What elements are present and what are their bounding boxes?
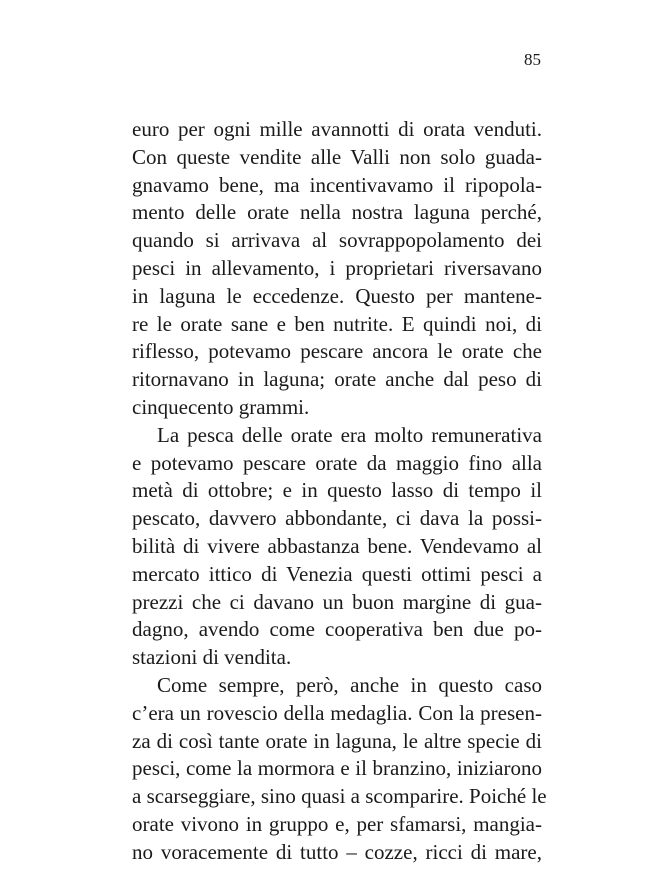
text-line: pescato, davvero abbondante, ci dava la possi- bbox=[132, 506, 542, 531]
text-line: stazioni di vendita. bbox=[132, 645, 292, 670]
text-line: ritornavano in laguna; orate anche dal peso di bbox=[132, 367, 542, 392]
text-line: za di così tante orate in laguna, le altre specie di bbox=[132, 728, 542, 753]
text-line: metà di ottobre; e in questo lasso di tempo il bbox=[132, 478, 542, 503]
text-line: orate vivono in gruppo e, per sfamarsi, mangia- bbox=[132, 811, 542, 836]
page-number: 85 bbox=[524, 50, 541, 69]
text-line: in laguna le eccedenze. Questo per mantene- bbox=[132, 283, 542, 308]
text-line: prezzi che ci davano un buon margine di gua- bbox=[132, 589, 542, 614]
text-line: quando si arrivava al sovrappopolamento dei bbox=[132, 228, 542, 253]
text-line: no voracemente di tutto – cozze, ricci di mare, bbox=[132, 839, 542, 864]
text-line: pesci in allevamento, i proprietari riversavano bbox=[132, 255, 542, 280]
text-line: cinquecento grammi. bbox=[132, 394, 310, 419]
text-line: gnavamo bene, ma incentivavamo il ripopola- bbox=[132, 172, 542, 197]
text-line: La pesca delle orate era molto remunerativa bbox=[157, 422, 542, 447]
text-line: Come sempre, però, anche in questo caso bbox=[157, 672, 542, 697]
text-line: Con queste vendite alle Valli non solo guada- bbox=[132, 144, 542, 169]
text-line: re le orate sane e ben nutrite. E quindi noi, di bbox=[132, 311, 542, 336]
text-line: bilità di vivere abbastanza bene. Vendevamo al bbox=[132, 533, 542, 558]
body-text bbox=[132, 116, 547, 867]
text-line: riflesso, potevamo pescare ancora le orate che bbox=[132, 339, 542, 364]
text-line: a scarseggiare, sino quasi a scomparire. Poiché le bbox=[132, 784, 547, 809]
text-line: c’era un rovescio della medaglia. Con la presen- bbox=[132, 700, 542, 725]
text-line: euro per ogni mille avannotti di orata venduti. bbox=[132, 117, 542, 141]
text-line: e potevamo pescare orate da maggio fino alla bbox=[132, 450, 542, 475]
text-line: dagno, avendo come cooperativa ben due po- bbox=[132, 617, 542, 642]
text-line: pesci, come la mormora e il branzino, iniziarono bbox=[132, 756, 542, 781]
text-line: mento delle orate nella nostra laguna perché, bbox=[132, 200, 542, 225]
text-line: mercato ittico di Venezia questi ottimi pesci a bbox=[132, 561, 542, 586]
